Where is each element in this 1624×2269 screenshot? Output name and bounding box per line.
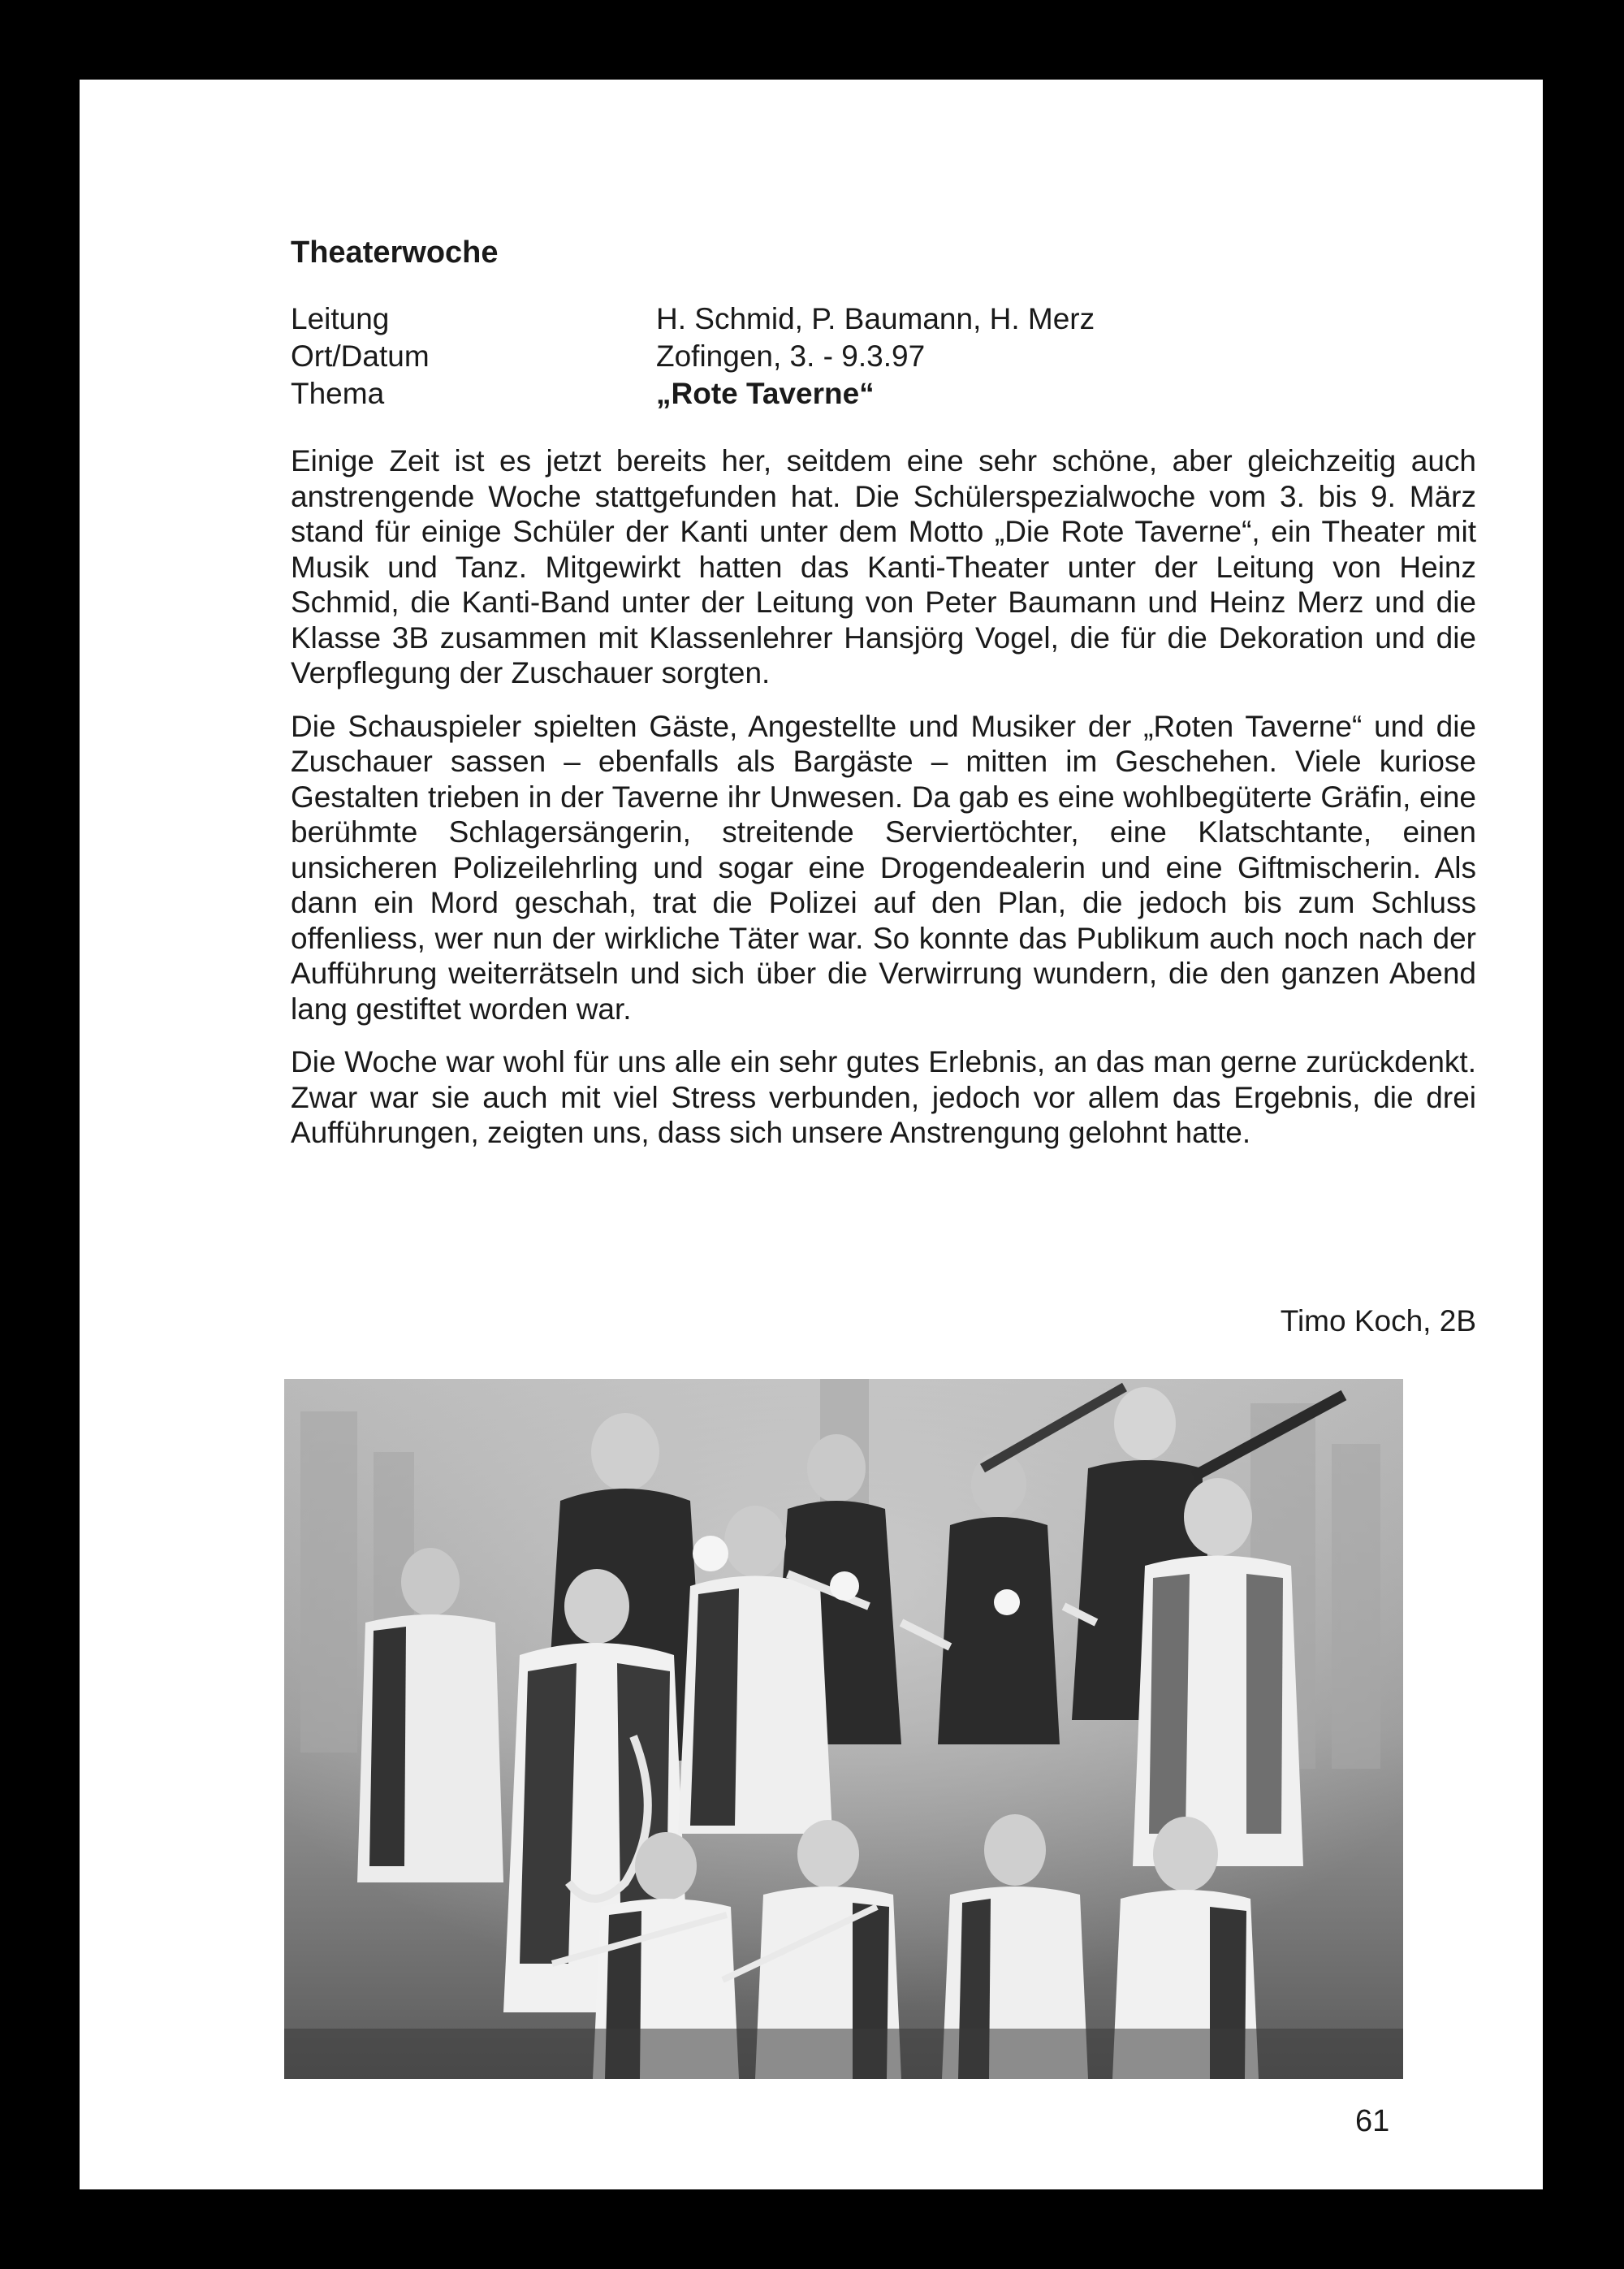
meta-key: Leitung [291, 302, 390, 335]
page-number: 61 [1355, 2104, 1390, 2138]
paragraph: Die Schauspieler spielten Gäste, Angestellte und Musiker der „Roten Taverne“ und die Zuschauer sassen – ebenfalls als Bargäste – mitten im Geschehen. Viele kuriose Gestalten trieben in der Taverne ihr Unwesen. Da gab es eine wohlbegüterte Gräfin, eine berühmte Schlagersängerin, streitende Serviertöchter, eine Klatschtante, einen unsicheren Polizeilehrling und sogar eine Drogendealerin und eine Giftmischerin. Als dann ein Mord geschah, trat die Polizei auf den Plan, die jedoch bis zum Schluss offenliess, wer nun der wirkliche Täter war. So konnte das Publikum auch noch nach der Aufführung weiterrätseln und sich über die Verwirrung wundern, die den ganzen Abend lang gestiftet worden war. [291, 709, 1476, 1026]
meta-key: Ort/Datum [291, 339, 430, 373]
article-title: Theaterwoche [291, 236, 499, 270]
meta-row-thema [291, 375, 1095, 413]
paragraph: Die Woche war wohl für uns alle ein sehr gutes Erlebnis, an das man gerne zurückdenkt. Zwar war sie auch mit viel Stress verbunden, jedoch vor allem das Ergebnis, die drei Aufführungen, zeigten uns, dass sich unsere Anstrengung gelohnt hatte. [291, 1045, 1476, 1149]
meta-value: H. Schmid, P. Baumann, H. Merz [656, 302, 1095, 335]
article-meta [291, 300, 1095, 413]
meta-row-leitung [291, 300, 1095, 338]
meta-key: Thema [291, 377, 385, 410]
document-page [80, 80, 1543, 2189]
paragraph: Einige Zeit ist es jetzt bereits her, seitdem eine sehr schöne, aber gleichzeitig auch anstrengende Woche stattgefunden hat. Die Schülerspezialwoche vom 3. bis 9. März stand für einige Schüler der Kanti unter dem Motto „Die Rote Taverne“, ein Theater mit Musik und Tanz. Mitgewirkt hatten das Kanti-Theater unter der Leitung von Heinz Schmid, die Kanti-Band unter der Leitung von Peter Baumann und Heinz Merz und die Klasse 3B zusammen mit Klassenlehrer Hansjörg Vogel, die für die Dekoration und die Verpflegung der Zuschauer sorgten. [291, 444, 1476, 689]
meta-row-ort-datum [291, 338, 1095, 375]
article-body [291, 443, 1476, 1169]
meta-value: „Rote Taverne“ [656, 377, 875, 410]
band-photo [284, 1379, 1403, 2079]
article-author: Timo Koch, 2B [1280, 1304, 1476, 1338]
band-photo-image [284, 1379, 1403, 2079]
meta-value: Zofingen, 3. - 9.3.97 [656, 339, 926, 373]
